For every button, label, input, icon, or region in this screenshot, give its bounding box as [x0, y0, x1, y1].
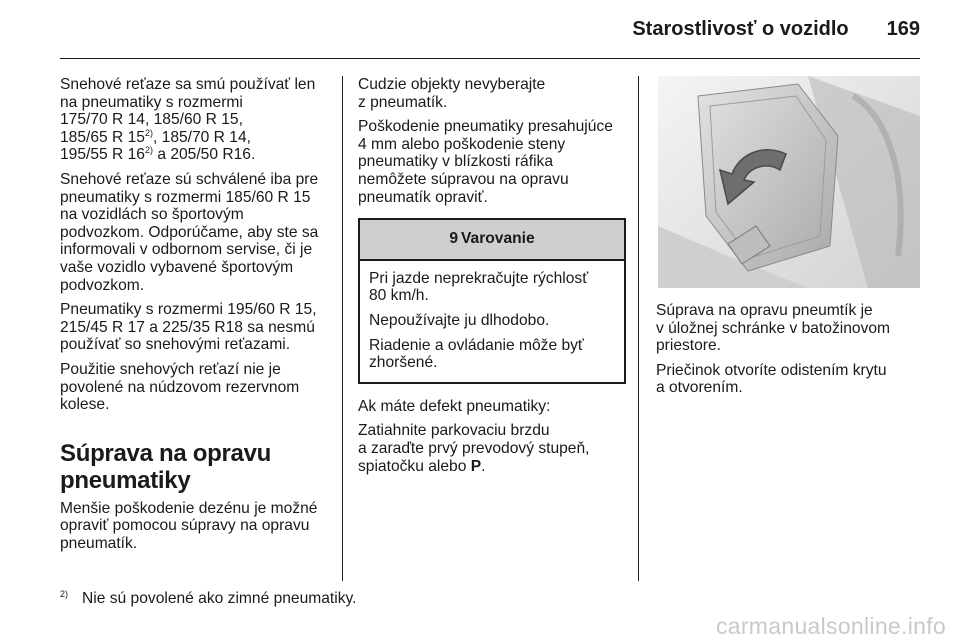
header-title: Starostlivosť o vozidlo: [632, 18, 849, 40]
warning-body: Pri jazde neprekračujte rýchlosť 80 km/h. Nepoužívajte ju dlhodobo. Riadenie a ovládanie môže byť zhoršené.: [369, 269, 589, 372]
damage-limit-paragraph: Poškodenie pneumatiky presahujúce 4 mm alebo poškodenie steny pneumatiky v blízkosti ráfika nemôžete súpravou na opravu pneumatík opraviť.: [358, 118, 613, 206]
sport-suspension-paragraph: Snehové reťaze sú schválené iba pre pneumatiky s rozmermi 185/60 R 15 na vozidlách so športovým podvozkom. Odporúčame, aby ste sa informovali v odbornom servise, či je vaše vozidlo vybavené športovým podvozkom.: [60, 170, 319, 294]
reverse-gear-symbol: P: [470, 457, 482, 475]
warning-box: [358, 218, 626, 384]
column-2: [358, 76, 626, 482]
column-3: [656, 76, 926, 404]
watermark: carmanualsonline.info: [715, 613, 946, 639]
header-rule: [60, 58, 920, 59]
footnote-text: Nie sú povolené ako zimné pneumatiky.: [82, 590, 357, 607]
footnote-marker: 2): [60, 588, 69, 599]
spare-wheel-paragraph: Použitie snehových reťazí nie je povolené na núdzovom rezervnom kolese.: [60, 360, 300, 414]
trunk-compartment-illustration: [658, 76, 920, 288]
parking-brake-paragraph: Zatiahnite parkovaciu brzdu a zaraďte prvý prevodový stupeň, spiatočku alebo P.: [358, 422, 590, 475]
flat-tire-paragraph: Ak máte defekt pneumatiky:: [358, 397, 551, 415]
column-divider-2: [638, 76, 639, 581]
kit-location-paragraph: Súprava na opravu pneumtík je v úložnej schránke v batožinovom priestore.: [656, 302, 891, 355]
curved-arrow-icon: [658, 76, 920, 288]
foreign-objects-paragraph: Cudzie objekty nevyberajte z pneumatík.: [358, 76, 546, 111]
section-heading: Súprava na opravu pneumatiky: [60, 439, 271, 494]
forbidden-sizes-paragraph: Pneumatiky s rozmermi 195/60 R 15, 215/45 R 17 a 225/35 R18 sa nesmú používať so snehovými reťazami.: [60, 301, 317, 354]
footnote-ref: 2): [144, 127, 153, 138]
page-number: 169: [886, 18, 920, 40]
warning-icon: 9: [449, 230, 458, 248]
column-1: [60, 76, 336, 559]
open-compartment-paragraph: Priečinok otvoríte odistením krytu a otvorením.: [656, 361, 887, 397]
footnote: [60, 590, 357, 608]
column-divider-1: [342, 76, 343, 581]
page-header: [632, 18, 920, 41]
repair-kit-intro-paragraph: Menšie poškodenie dezénu je možné opraviť pomocou súpravy na opravu pneumatík.: [60, 499, 318, 552]
snow-chain-sizes-paragraph: Snehové reťaze sa smú používať len na pneumatiky s rozmermi 175/70 R 14, 185/60 R 15, 185/65 R 15$^{2)}$, 185/70 R 14, 195/55 R 16$^{2)}$ a 205/50 R16.: [60, 76, 316, 164]
warning-title: Varovanie: [461, 230, 535, 248]
footnote-ref: 2): [144, 145, 153, 156]
warning-header: [360, 220, 624, 261]
